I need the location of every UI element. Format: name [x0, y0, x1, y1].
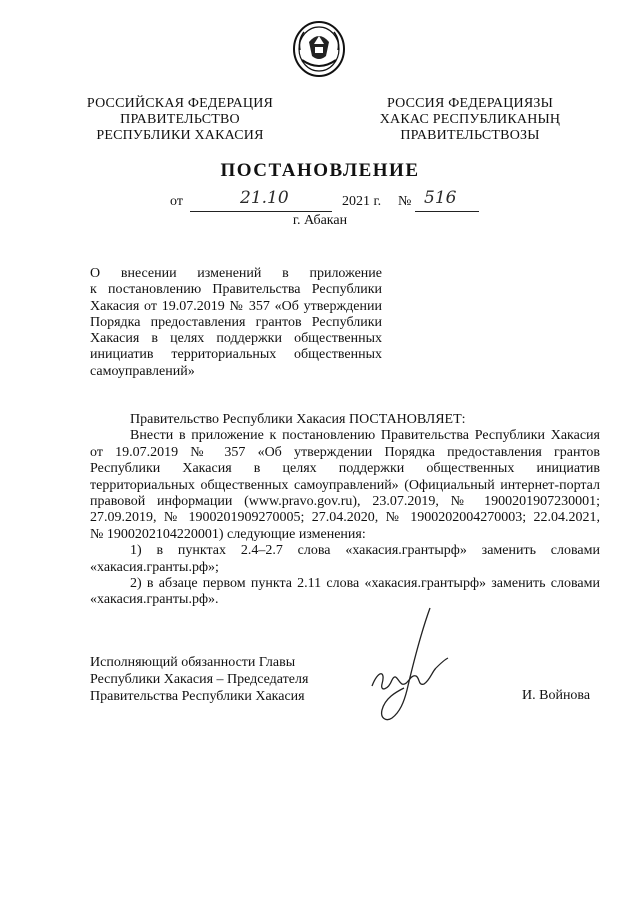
handwritten-date: 21.10	[240, 188, 289, 208]
document-body	[90, 412, 600, 609]
subject-line: к постановлению Правительства Республики	[90, 282, 382, 298]
header-right-line: ХАКАС РЕСПУБЛИКАНЫҢ	[379, 112, 561, 127]
handwritten-number: 516	[424, 188, 457, 208]
header-right-line: ПРАВИТЕЛЬСТВОЗЫ	[400, 128, 540, 143]
para1-line: правовой информации (www.pravo.gov.ru), 23.07.2019, № 1900201907230001;	[90, 494, 600, 510]
para1-line: от 19.07.2019 № 357 «Об утверждении Порядка предоставления грантов	[90, 444, 600, 460]
subject-line: Хакасия в целях поддержки общественных	[90, 331, 382, 347]
header-left-russian	[80, 96, 280, 144]
header-right-line: РОССИЯ ФЕДЕРАЦИЯЗЫ	[386, 96, 554, 111]
item2-line: «хакасия.гранты.рф».	[90, 592, 219, 608]
header-left-line: РЕСПУБЛИКИ ХАКАСИЯ	[96, 128, 264, 143]
subject-line: инициатив территориальных общественных	[90, 347, 382, 363]
number-underline	[415, 211, 479, 212]
date-from-label: от	[170, 194, 183, 209]
signatory-position-line: Правительства Республики Хакасия	[90, 689, 305, 704]
year-label: 2021 г.	[342, 194, 382, 209]
para1-line: № 1900202104220001) следующие изменения:	[90, 526, 366, 542]
item1-line: 1) в пунктах 2.4–2.7 слова «хакасия.грантырф» заменить словами	[130, 543, 600, 559]
signatory-position	[90, 654, 308, 705]
document-title: ПОСТАНОВЛЕНИЕ	[220, 160, 420, 181]
item2-line: 2) в абзаце первом пункта 2.11 слова «хакасия.грантырф» заменить словами	[130, 576, 600, 592]
decree-intro: Правительство Республики Хакасия ПОСТАНОВЛЯЕТ:	[130, 412, 466, 427]
header-right-khakas	[360, 96, 580, 144]
para1-line: Внести в приложение к постановлению Правительства Республики Хакасия	[130, 428, 600, 444]
number-label: №	[398, 194, 412, 209]
header-left-line: ПРАВИТЕЛЬСТВО	[120, 112, 240, 127]
khakassia-coat-of-arms-icon	[292, 20, 346, 78]
subject-line: самоуправлений»	[90, 363, 195, 379]
subject-line: Хакасия от 19.07.2019 № 357 «Об утверждении	[90, 298, 382, 314]
handwritten-signature-icon	[352, 600, 462, 730]
document-subject	[90, 266, 382, 380]
subject-line: О внесении изменений в приложение	[90, 266, 382, 281]
signatory-position-line: Исполняющий обязанности Главы	[90, 655, 296, 670]
city-label: г. Абакан	[292, 213, 348, 228]
signatory-position-line: Республики Хакасия – Председателя	[90, 672, 309, 687]
subject-line: Порядка предоставления грантов Республики	[90, 314, 382, 330]
item1-line: «хакасия.гранты.рф»;	[90, 559, 219, 575]
para1-line: 27.09.2019, № 1900201909270005; 27.04.2020, № 1900202004270003; 22.04.2021,	[90, 510, 600, 526]
para1-line: Республики Хакасия в целях поддержки общественных инициатив	[90, 461, 600, 477]
signatory-name: И. Войнова	[522, 688, 591, 703]
date-underline	[190, 211, 332, 212]
para1-line: территориальных общественных самоуправлений» (Официальный интернет-портал	[90, 477, 600, 493]
header-left-line: РОССИЙСКАЯ ФЕДЕРАЦИЯ	[86, 96, 274, 111]
